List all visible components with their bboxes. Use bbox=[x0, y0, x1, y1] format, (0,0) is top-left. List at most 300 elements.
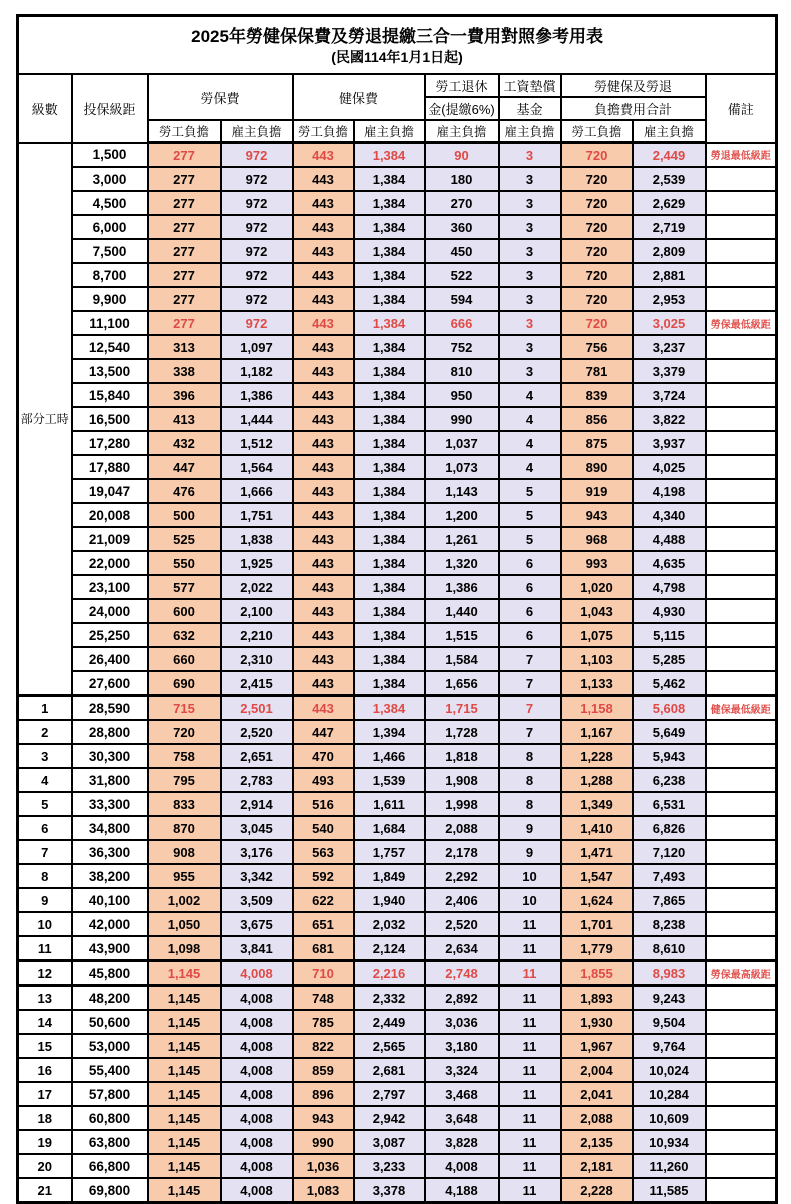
cell-health-employer: 1,384 bbox=[354, 696, 425, 721]
cell-health-employer: 1,384 bbox=[354, 359, 425, 383]
cell-health-employee: 651 bbox=[293, 912, 354, 936]
cell-wage-fund-employer: 11 bbox=[499, 936, 561, 961]
col-header-labor-insurance: 勞保費 bbox=[148, 74, 293, 120]
cell-wage-fund-employer: 3 bbox=[499, 263, 561, 287]
cell-health-employee: 443 bbox=[293, 551, 354, 575]
table-row bbox=[18, 383, 777, 407]
cell-bracket: 66,800 bbox=[72, 1154, 148, 1178]
cell-bracket: 63,800 bbox=[72, 1130, 148, 1154]
cell-labor-employee: 795 bbox=[148, 768, 221, 792]
cell-level: 17 bbox=[18, 1082, 72, 1106]
cell-wage-fund-employer: 11 bbox=[499, 1178, 561, 1203]
cell-total-employee: 1,967 bbox=[561, 1034, 633, 1058]
cell-total-employer: 8,610 bbox=[633, 936, 706, 961]
cell-health-employer: 1,384 bbox=[354, 575, 425, 599]
cell-health-employee: 443 bbox=[293, 191, 354, 215]
cell-level: 18 bbox=[18, 1106, 72, 1130]
cell-remark bbox=[706, 359, 777, 383]
cell-labor-employer: 2,022 bbox=[221, 575, 293, 599]
cell-labor-employer: 2,100 bbox=[221, 599, 293, 623]
cell-bracket: 23,100 bbox=[72, 575, 148, 599]
cell-labor-employer: 972 bbox=[221, 191, 293, 215]
cell-total-employee: 890 bbox=[561, 455, 633, 479]
cell-remark bbox=[706, 912, 777, 936]
cell-total-employer: 9,764 bbox=[633, 1034, 706, 1058]
cell-labor-employee: 413 bbox=[148, 407, 221, 431]
cell-total-employee: 720 bbox=[561, 167, 633, 191]
cell-labor-employee: 396 bbox=[148, 383, 221, 407]
cell-total-employer: 7,120 bbox=[633, 840, 706, 864]
cell-bracket: 13,500 bbox=[72, 359, 148, 383]
cell-total-employer: 5,462 bbox=[633, 671, 706, 696]
cell-remark bbox=[706, 551, 777, 575]
cell-pension-employer: 3,648 bbox=[425, 1106, 499, 1130]
cell-remark bbox=[706, 191, 777, 215]
cell-pension-employer: 2,292 bbox=[425, 864, 499, 888]
cell-health-employee: 785 bbox=[293, 1010, 354, 1034]
cell-total-employer: 4,340 bbox=[633, 503, 706, 527]
cell-labor-employee: 1,098 bbox=[148, 936, 221, 961]
cell-bracket: 1,500 bbox=[72, 143, 148, 168]
col-header-health-insurance: 健保費 bbox=[293, 74, 425, 120]
cell-health-employer: 1,384 bbox=[354, 143, 425, 168]
cell-total-employee: 1,133 bbox=[561, 671, 633, 696]
cell-bracket: 21,009 bbox=[72, 527, 148, 551]
cell-remark bbox=[706, 263, 777, 287]
cell-total-employee: 1,020 bbox=[561, 575, 633, 599]
cell-total-employer: 2,629 bbox=[633, 191, 706, 215]
cell-pension-employer: 594 bbox=[425, 287, 499, 311]
cell-wage-fund-employer: 5 bbox=[499, 503, 561, 527]
cell-health-employer: 1,384 bbox=[354, 263, 425, 287]
cell-total-employer: 4,798 bbox=[633, 575, 706, 599]
cell-total-employer: 5,608 bbox=[633, 696, 706, 721]
cell-health-employee: 443 bbox=[293, 431, 354, 455]
cell-labor-employee: 277 bbox=[148, 239, 221, 263]
cell-health-employee: 443 bbox=[293, 599, 354, 623]
cell-pension-employer: 1,261 bbox=[425, 527, 499, 551]
cell-health-employer: 1,384 bbox=[354, 479, 425, 503]
cell-wage-fund-employer: 11 bbox=[499, 1034, 561, 1058]
col-header-pension-line2: 金(提繳6%) bbox=[425, 97, 499, 120]
cell-pension-employer: 270 bbox=[425, 191, 499, 215]
cell-pension-employer: 950 bbox=[425, 383, 499, 407]
cell-bracket: 9,900 bbox=[72, 287, 148, 311]
cell-total-employee: 968 bbox=[561, 527, 633, 551]
cell-total-employer: 6,238 bbox=[633, 768, 706, 792]
cell-labor-employee: 1,145 bbox=[148, 1106, 221, 1130]
cell-pension-employer: 1,386 bbox=[425, 575, 499, 599]
table-row bbox=[18, 1106, 777, 1130]
cell-total-employee: 1,779 bbox=[561, 936, 633, 961]
table-row bbox=[18, 143, 777, 168]
page-title: 2025年勞健保保費及勞退提繳三合一費用對照參考用表 bbox=[191, 26, 603, 46]
cell-total-employee: 720 bbox=[561, 143, 633, 168]
cell-wage-fund-employer: 7 bbox=[499, 671, 561, 696]
cell-health-employee: 443 bbox=[293, 359, 354, 383]
cell-total-employee: 1,855 bbox=[561, 961, 633, 986]
cell-total-employer: 8,238 bbox=[633, 912, 706, 936]
cell-health-employer: 1,849 bbox=[354, 864, 425, 888]
cell-bracket: 50,600 bbox=[72, 1010, 148, 1034]
cell-total-employee: 1,930 bbox=[561, 1010, 633, 1034]
cell-health-employer: 1,384 bbox=[354, 503, 425, 527]
cell-labor-employee: 833 bbox=[148, 792, 221, 816]
cell-labor-employer: 2,310 bbox=[221, 647, 293, 671]
cell-health-employer: 3,378 bbox=[354, 1178, 425, 1203]
cell-bracket: 17,880 bbox=[72, 455, 148, 479]
col-header-level: 級數 bbox=[18, 74, 72, 143]
cell-labor-employer: 1,564 bbox=[221, 455, 293, 479]
cell-labor-employer: 1,444 bbox=[221, 407, 293, 431]
cell-bracket: 36,300 bbox=[72, 840, 148, 864]
table-row bbox=[18, 527, 777, 551]
cell-bracket: 28,800 bbox=[72, 720, 148, 744]
cell-total-employee: 2,088 bbox=[561, 1106, 633, 1130]
cell-health-employer: 2,449 bbox=[354, 1010, 425, 1034]
cell-total-employer: 6,531 bbox=[633, 792, 706, 816]
cell-total-employer: 3,025 bbox=[633, 311, 706, 335]
cell-total-employer: 2,881 bbox=[633, 263, 706, 287]
cell-bracket: 27,600 bbox=[72, 671, 148, 696]
table-row bbox=[18, 792, 777, 816]
cell-remark bbox=[706, 383, 777, 407]
cell-bracket: 42,000 bbox=[72, 912, 148, 936]
cell-wage-fund-employer: 3 bbox=[499, 215, 561, 239]
cell-health-employer: 1,384 bbox=[354, 383, 425, 407]
cell-health-employer: 2,797 bbox=[354, 1082, 425, 1106]
table-row bbox=[18, 407, 777, 431]
cell-health-employer: 1,384 bbox=[354, 335, 425, 359]
cell-total-employee: 2,004 bbox=[561, 1058, 633, 1082]
cell-bracket: 4,500 bbox=[72, 191, 148, 215]
cell-remark bbox=[706, 1082, 777, 1106]
cell-pension-employer: 1,440 bbox=[425, 599, 499, 623]
cell-labor-employer: 1,386 bbox=[221, 383, 293, 407]
cell-total-employer: 3,822 bbox=[633, 407, 706, 431]
table-row bbox=[18, 551, 777, 575]
cell-remark bbox=[706, 527, 777, 551]
cell-level: 20 bbox=[18, 1154, 72, 1178]
cell-total-employee: 1,471 bbox=[561, 840, 633, 864]
cell-wage-fund-employer: 3 bbox=[499, 239, 561, 263]
cell-level: 19 bbox=[18, 1130, 72, 1154]
cell-total-employer: 3,379 bbox=[633, 359, 706, 383]
cell-pension-employer: 990 bbox=[425, 407, 499, 431]
cell-pension-employer: 1,998 bbox=[425, 792, 499, 816]
cell-bracket: 57,800 bbox=[72, 1082, 148, 1106]
cell-health-employer: 2,332 bbox=[354, 986, 425, 1011]
cell-pension-employer: 1,584 bbox=[425, 647, 499, 671]
cell-pension-employer: 3,468 bbox=[425, 1082, 499, 1106]
cell-health-employer: 1,384 bbox=[354, 647, 425, 671]
cell-labor-employer: 4,008 bbox=[221, 1082, 293, 1106]
table-row bbox=[18, 623, 777, 647]
cell-level: 6 bbox=[18, 816, 72, 840]
cell-wage-fund-employer: 5 bbox=[499, 527, 561, 551]
table-row bbox=[18, 167, 777, 191]
cell-health-employee: 516 bbox=[293, 792, 354, 816]
cell-remark: 勞保最高級距 bbox=[706, 961, 777, 986]
cell-level: 4 bbox=[18, 768, 72, 792]
cell-labor-employee: 500 bbox=[148, 503, 221, 527]
cell-labor-employer: 4,008 bbox=[221, 1010, 293, 1034]
cell-health-employee: 443 bbox=[293, 239, 354, 263]
cell-total-employer: 10,284 bbox=[633, 1082, 706, 1106]
subheader-labor-employee: 勞工負擔 bbox=[148, 120, 221, 143]
cell-remark bbox=[706, 986, 777, 1011]
table-row bbox=[18, 239, 777, 263]
cell-remark bbox=[706, 744, 777, 768]
subheader-total-employee: 勞工負擔 bbox=[561, 120, 633, 143]
cell-pension-employer: 1,320 bbox=[425, 551, 499, 575]
cell-wage-fund-employer: 11 bbox=[499, 1130, 561, 1154]
cell-wage-fund-employer: 8 bbox=[499, 768, 561, 792]
table-row bbox=[18, 1034, 777, 1058]
cell-total-employee: 1,547 bbox=[561, 864, 633, 888]
cell-labor-employee: 525 bbox=[148, 527, 221, 551]
cell-total-employer: 10,934 bbox=[633, 1130, 706, 1154]
cell-labor-employee: 277 bbox=[148, 311, 221, 335]
cell-wage-fund-employer: 11 bbox=[499, 1154, 561, 1178]
cell-level: 13 bbox=[18, 986, 72, 1011]
cell-health-employer: 1,384 bbox=[354, 311, 425, 335]
cell-health-employer: 2,681 bbox=[354, 1058, 425, 1082]
col-header-bracket: 投保級距 bbox=[72, 74, 148, 143]
cell-labor-employer: 4,008 bbox=[221, 1106, 293, 1130]
cell-bracket: 40,100 bbox=[72, 888, 148, 912]
cell-total-employee: 1,701 bbox=[561, 912, 633, 936]
cell-total-employee: 720 bbox=[561, 263, 633, 287]
cell-wage-fund-employer: 8 bbox=[499, 792, 561, 816]
cell-remark bbox=[706, 1010, 777, 1034]
cell-remark bbox=[706, 599, 777, 623]
table-row bbox=[18, 215, 777, 239]
cell-health-employer: 1,384 bbox=[354, 215, 425, 239]
cell-health-employee: 443 bbox=[293, 407, 354, 431]
cell-health-employer: 1,466 bbox=[354, 744, 425, 768]
cell-labor-employer: 972 bbox=[221, 239, 293, 263]
cell-health-employer: 1,539 bbox=[354, 768, 425, 792]
cell-total-employer: 7,493 bbox=[633, 864, 706, 888]
cell-wage-fund-employer: 3 bbox=[499, 287, 561, 311]
cell-labor-employer: 972 bbox=[221, 263, 293, 287]
cell-total-employee: 1,624 bbox=[561, 888, 633, 912]
cell-labor-employer: 4,008 bbox=[221, 1178, 293, 1203]
cell-wage-fund-employer: 3 bbox=[499, 335, 561, 359]
cell-total-employer: 9,243 bbox=[633, 986, 706, 1011]
subheader-total-employer: 雇主負擔 bbox=[633, 120, 706, 143]
cell-total-employer: 2,809 bbox=[633, 239, 706, 263]
cell-bracket: 69,800 bbox=[72, 1178, 148, 1203]
cell-remark bbox=[706, 936, 777, 961]
cell-pension-employer: 3,828 bbox=[425, 1130, 499, 1154]
subheader-labor-employer: 雇主負擔 bbox=[221, 120, 293, 143]
cell-total-employee: 2,228 bbox=[561, 1178, 633, 1203]
cell-wage-fund-employer: 4 bbox=[499, 383, 561, 407]
cell-labor-employer: 2,783 bbox=[221, 768, 293, 792]
cell-labor-employer: 1,838 bbox=[221, 527, 293, 551]
cell-labor-employer: 1,751 bbox=[221, 503, 293, 527]
cell-health-employee: 1,036 bbox=[293, 1154, 354, 1178]
cell-health-employer: 2,124 bbox=[354, 936, 425, 961]
cell-wage-fund-employer: 10 bbox=[499, 864, 561, 888]
cell-labor-employee: 577 bbox=[148, 575, 221, 599]
cell-pension-employer: 4,188 bbox=[425, 1178, 499, 1203]
subheader-pension-employer: 雇主負擔 bbox=[425, 120, 499, 143]
cell-health-employee: 443 bbox=[293, 335, 354, 359]
cell-remark bbox=[706, 335, 777, 359]
table-row bbox=[18, 961, 777, 986]
cell-wage-fund-employer: 3 bbox=[499, 311, 561, 335]
cell-labor-employer: 2,501 bbox=[221, 696, 293, 721]
cell-labor-employee: 1,145 bbox=[148, 1034, 221, 1058]
cell-health-employee: 443 bbox=[293, 671, 354, 696]
cell-health-employer: 2,942 bbox=[354, 1106, 425, 1130]
table-row bbox=[18, 840, 777, 864]
cell-total-employee: 1,103 bbox=[561, 647, 633, 671]
table-row bbox=[18, 816, 777, 840]
col-header-wage-fund-line1: 工資墊償 bbox=[499, 74, 561, 97]
cell-total-employee: 1,288 bbox=[561, 768, 633, 792]
cell-labor-employee: 1,145 bbox=[148, 1130, 221, 1154]
cell-wage-fund-employer: 3 bbox=[499, 167, 561, 191]
cell-pension-employer: 1,656 bbox=[425, 671, 499, 696]
cell-health-employer: 2,032 bbox=[354, 912, 425, 936]
cell-total-employer: 5,115 bbox=[633, 623, 706, 647]
table-row bbox=[18, 287, 777, 311]
cell-bracket: 45,800 bbox=[72, 961, 148, 986]
cell-bracket: 6,000 bbox=[72, 215, 148, 239]
cell-labor-employee: 277 bbox=[148, 191, 221, 215]
subheader-health-employer: 雇主負擔 bbox=[354, 120, 425, 143]
cell-wage-fund-employer: 10 bbox=[499, 888, 561, 912]
cell-total-employee: 720 bbox=[561, 215, 633, 239]
cell-labor-employee: 720 bbox=[148, 720, 221, 744]
cell-remark bbox=[706, 768, 777, 792]
cell-level: 5 bbox=[18, 792, 72, 816]
cell-health-employee: 443 bbox=[293, 167, 354, 191]
cell-total-employer: 4,930 bbox=[633, 599, 706, 623]
cell-health-employer: 1,757 bbox=[354, 840, 425, 864]
cell-remark bbox=[706, 479, 777, 503]
cell-labor-employer: 4,008 bbox=[221, 1130, 293, 1154]
cell-remark bbox=[706, 503, 777, 527]
cell-health-employee: 443 bbox=[293, 575, 354, 599]
cell-labor-employer: 2,415 bbox=[221, 671, 293, 696]
col-header-remark: 備註 bbox=[706, 74, 777, 143]
cell-remark bbox=[706, 575, 777, 599]
cell-total-employee: 1,228 bbox=[561, 744, 633, 768]
cell-labor-employee: 277 bbox=[148, 143, 221, 168]
cell-total-employer: 4,198 bbox=[633, 479, 706, 503]
table-row bbox=[18, 647, 777, 671]
table-row bbox=[18, 696, 777, 721]
cell-total-employer: 7,865 bbox=[633, 888, 706, 912]
cell-health-employer: 2,216 bbox=[354, 961, 425, 986]
cell-health-employee: 822 bbox=[293, 1034, 354, 1058]
cell-health-employer: 1,384 bbox=[354, 671, 425, 696]
cell-total-employee: 856 bbox=[561, 407, 633, 431]
cell-level: 12 bbox=[18, 961, 72, 986]
cell-bracket: 20,008 bbox=[72, 503, 148, 527]
table-row bbox=[18, 311, 777, 335]
cell-health-employee: 622 bbox=[293, 888, 354, 912]
col-header-pension-line1: 勞工退休 bbox=[425, 74, 499, 97]
table-row bbox=[18, 864, 777, 888]
cell-pension-employer: 1,037 bbox=[425, 431, 499, 455]
cell-labor-employee: 955 bbox=[148, 864, 221, 888]
cell-labor-employer: 4,008 bbox=[221, 1034, 293, 1058]
cell-labor-employee: 550 bbox=[148, 551, 221, 575]
table-row bbox=[18, 263, 777, 287]
cell-labor-employer: 4,008 bbox=[221, 986, 293, 1011]
cell-total-employee: 839 bbox=[561, 383, 633, 407]
cell-health-employee: 443 bbox=[293, 503, 354, 527]
cell-labor-employee: 432 bbox=[148, 431, 221, 455]
table-row bbox=[18, 986, 777, 1011]
cell-health-employee: 443 bbox=[293, 143, 354, 168]
table-row bbox=[18, 503, 777, 527]
cell-total-employee: 1,893 bbox=[561, 986, 633, 1011]
cell-pension-employer: 2,178 bbox=[425, 840, 499, 864]
cell-labor-employee: 758 bbox=[148, 744, 221, 768]
cell-health-employer: 3,087 bbox=[354, 1130, 425, 1154]
table-row bbox=[18, 1058, 777, 1082]
cell-labor-employer: 3,509 bbox=[221, 888, 293, 912]
cell-pension-employer: 3,180 bbox=[425, 1034, 499, 1058]
cell-total-employer: 10,024 bbox=[633, 1058, 706, 1082]
cell-remark bbox=[706, 167, 777, 191]
col-header-total-line1: 勞健保及勞退 bbox=[561, 74, 706, 97]
cell-total-employer: 2,539 bbox=[633, 167, 706, 191]
cell-bracket: 31,800 bbox=[72, 768, 148, 792]
cell-wage-fund-employer: 11 bbox=[499, 961, 561, 986]
table-row bbox=[18, 431, 777, 455]
subheader-health-employee: 勞工負擔 bbox=[293, 120, 354, 143]
cell-total-employer: 11,260 bbox=[633, 1154, 706, 1178]
cell-pension-employer: 1,715 bbox=[425, 696, 499, 721]
cell-total-employer: 2,719 bbox=[633, 215, 706, 239]
table-row bbox=[18, 479, 777, 503]
cell-wage-fund-employer: 7 bbox=[499, 647, 561, 671]
cell-labor-employee: 338 bbox=[148, 359, 221, 383]
cell-level: 15 bbox=[18, 1034, 72, 1058]
cell-total-employee: 943 bbox=[561, 503, 633, 527]
cell-labor-employee: 277 bbox=[148, 215, 221, 239]
cell-health-employee: 563 bbox=[293, 840, 354, 864]
cell-total-employer: 5,285 bbox=[633, 647, 706, 671]
cell-wage-fund-employer: 8 bbox=[499, 744, 561, 768]
cell-remark bbox=[706, 792, 777, 816]
cell-wage-fund-employer: 4 bbox=[499, 431, 561, 455]
table-row bbox=[18, 912, 777, 936]
cell-bracket: 26,400 bbox=[72, 647, 148, 671]
cell-health-employee: 990 bbox=[293, 1130, 354, 1154]
cell-bracket: 3,000 bbox=[72, 167, 148, 191]
cell-labor-employer: 3,841 bbox=[221, 936, 293, 961]
cell-wage-fund-employer: 5 bbox=[499, 479, 561, 503]
cell-remark bbox=[706, 816, 777, 840]
cell-total-employer: 3,724 bbox=[633, 383, 706, 407]
cell-labor-employee: 632 bbox=[148, 623, 221, 647]
cell-labor-employee: 476 bbox=[148, 479, 221, 503]
cell-wage-fund-employer: 6 bbox=[499, 551, 561, 575]
cell-wage-fund-employer: 3 bbox=[499, 191, 561, 215]
cell-remark bbox=[706, 1154, 777, 1178]
cell-health-employer: 1,940 bbox=[354, 888, 425, 912]
cell-bracket: 24,000 bbox=[72, 599, 148, 623]
